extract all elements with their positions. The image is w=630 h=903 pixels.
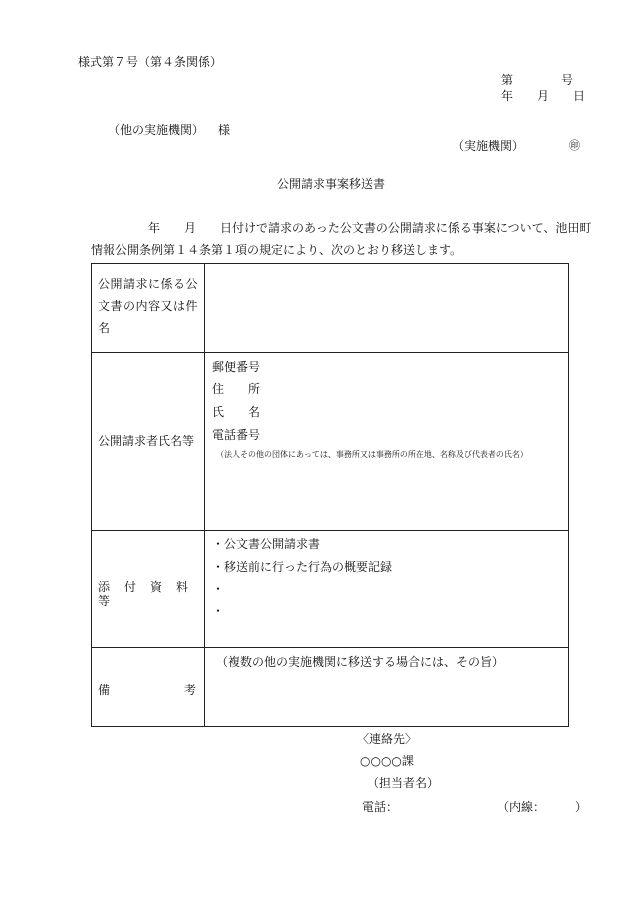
contact-phone-label: 電話：	[362, 800, 399, 814]
contact-extension-label: （内線： ）	[497, 800, 588, 814]
addressee-org: （他の実施機関）	[108, 123, 205, 137]
attachment-item: ・	[212, 582, 225, 596]
contact-department: ○○○○課	[360, 754, 414, 768]
requester-header-cell	[92, 353, 205, 531]
body-line-1: 年 月 日付けで請求のあった公文書の公開請求に係る事案について、池田町	[148, 221, 592, 235]
form-number: 様式第７号（第４条関係）	[78, 55, 223, 69]
table-row	[92, 531, 569, 648]
address-label: 住 所	[212, 382, 261, 396]
corporate-note: （法人その他の団体にあっては、事務所又は事務所の所在地、名称及び代表者の氏名）	[216, 450, 528, 459]
attachment-item: ・公文書公開請求書	[212, 537, 321, 551]
postal-code-label: 郵便番号	[212, 360, 261, 374]
table-row	[92, 353, 569, 531]
sender-org: （実施機関）	[452, 139, 525, 153]
document-title: 公開請求事案移送書	[277, 177, 386, 191]
table-row	[92, 648, 569, 727]
attachments-value-cell	[205, 531, 569, 648]
remarks-header-right: 考	[184, 683, 197, 697]
table-row	[92, 264, 569, 353]
date-label: 年 月 日	[501, 89, 586, 103]
phone-number-label: 電話番号	[212, 428, 261, 442]
addressee-honorific: 様	[218, 123, 231, 137]
document-number-label: 第 号	[501, 73, 574, 87]
remarks-note: （複数の他の実施機関に移送する場合には、その旨）	[216, 655, 505, 669]
attachment-item: ・移送前に行った行為の概要記録	[212, 560, 393, 574]
requester-header: 公開請求者氏名等	[98, 434, 195, 448]
request-content-header-cell	[92, 264, 205, 353]
attachments-header: 添 付 資 料 等	[98, 580, 203, 608]
remarks-header-cell	[92, 648, 205, 727]
remarks-header-left: 備	[98, 683, 111, 697]
body-line-2: 情報公開条例第１４条第１項の規定により、次のとおり移送します。	[91, 243, 463, 257]
attachment-item: ・	[212, 604, 225, 618]
transfer-form-table	[91, 263, 569, 727]
request-content-value-cell	[205, 264, 569, 353]
requester-value-cell	[205, 353, 569, 531]
remarks-value-cell	[205, 648, 569, 727]
contact-person: （担当者名）	[367, 776, 440, 790]
request-content-header: 公開請求に係る公文書の内容又は件名	[98, 277, 199, 335]
attachments-header-cell	[92, 531, 205, 648]
name-label: 氏 名	[212, 405, 261, 419]
contact-label: 〈連絡先〉	[357, 732, 418, 746]
seal-mark: ㊞	[569, 139, 580, 152]
